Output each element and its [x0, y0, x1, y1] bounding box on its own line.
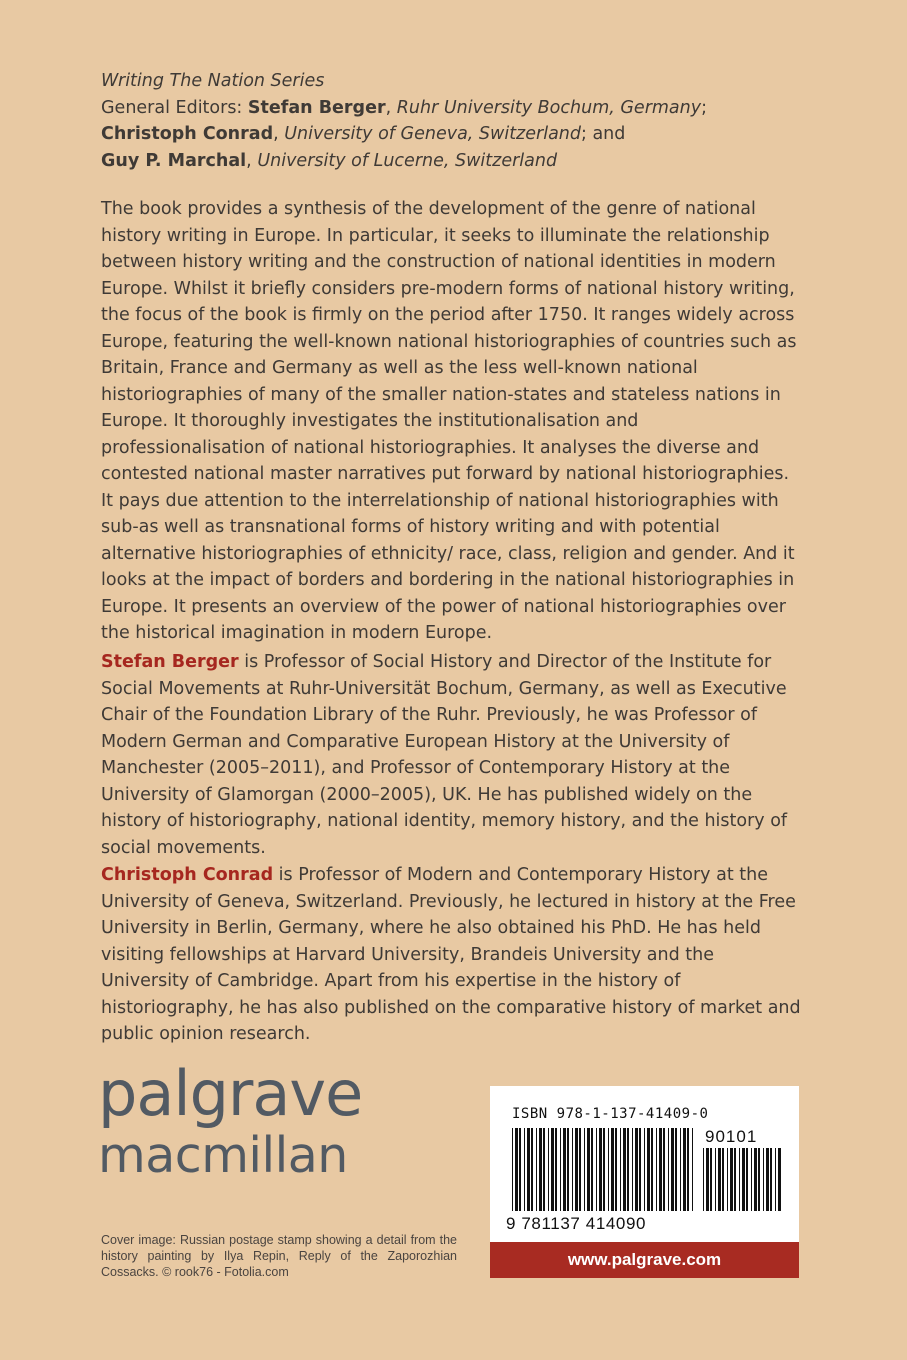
barcode-bar	[591, 1128, 593, 1211]
author-bio-berger-text: is Professor of Social History and Director of the Institute for Social Movements at Ruhr-Universität Bochum, Germany, as well as Executive Chair of the Foundation Library of the Ruhr. Previously, he was Professor of Modern German and Comparative European History at the University of Manchester (2005–2011), and Professor of Contemporary History at the University of Glamorgan (2000–2005), UK. He has published widely on the history of historiography, national identity, memory history, and the history of social movements.	[101, 652, 788, 858]
barcode-bar	[515, 1128, 518, 1211]
barcode-bar	[730, 1148, 733, 1211]
barcode-bar	[579, 1128, 581, 1211]
barcode-bar	[563, 1128, 566, 1211]
barcode-bar	[659, 1128, 662, 1211]
author-name-berger: Stefan Berger	[101, 652, 239, 672]
editor-affiliation-conrad: University of Geneva, Switzerland	[284, 124, 581, 144]
barcode-bar	[754, 1148, 757, 1211]
barcode-bar	[548, 1128, 549, 1211]
barcode-bar	[531, 1128, 533, 1211]
barcode-bar	[778, 1148, 781, 1211]
barcode-bar	[536, 1128, 537, 1211]
series-title: Writing The Nation Series	[101, 71, 325, 91]
barcode-bar	[608, 1128, 609, 1211]
barcode-bar	[722, 1148, 724, 1211]
author-bio-conrad-text: is Professor of Modern and Contemporary History at the University of Geneva, Switzerland. Previously, he lectured in history at the Free University in Berlin, Germany, where he also obtained his PhD. He has held visiting fellowships at Harvard University, Brandeis University and the University of Cambridge. Apart from his expertise in the history of historiography, he has also published on the comparative history of market and public opinion research.	[101, 865, 801, 1044]
barcode-bar	[727, 1148, 728, 1211]
separator: ; and	[581, 124, 626, 144]
book-synopsis: The book provides a synthesis of the development of the genre of national history writing in Europe. In particular, it seeks to illuminate the relationship between history writing and the construction of national identities in modern Europe. Whilst it briefly considers pre-modern forms of national history writing, the focus of the book is firmly on the period after 1750. It ranges widely across Europe, featuring the well-known national historiographies of countries such as Britain, France and Germany as well as the less well-known national historiographies of many of the smaller nation-states and stateless nations in Europe. It thoroughly investigates the institutionalisation and professionalisation of national historiographies. It analyses the diverse and contested national master narratives put forward by national historiographies. It pays due attention to the interrelationship of national historiographies with sub-as well as transnational forms of history writing and with potential alternative historiographies of ethnicity/ race, class, religion and gender. And it looks at the impact of borders and bordering in the national historiographies in Europe. It presents an overview of the power of national historiographies over the historical imagination in modern Europe.	[101, 199, 797, 643]
barcode-bar	[587, 1128, 590, 1211]
barcode-bar	[746, 1148, 748, 1211]
barcode-bar	[671, 1128, 674, 1211]
barcode-bar	[775, 1148, 776, 1211]
barcode-bar	[647, 1128, 650, 1211]
editor-name-marchal: Guy P. Marchal	[101, 150, 247, 171]
barcode-bar	[766, 1148, 769, 1211]
author-bio-conrad	[101, 862, 806, 1048]
barcode-bar	[663, 1128, 665, 1211]
barcode-bar	[635, 1128, 638, 1211]
author-bio-berger	[101, 649, 806, 861]
cover-image-credit: Cover image: Russian postage stamp showing a detail from the history painting by Ilya Repin, Reply of the Zaporozhian Cossacks. © rook76 - Fotolia.com	[101, 1233, 457, 1279]
barcode-bar	[596, 1128, 597, 1211]
barcode-bar	[575, 1128, 578, 1211]
barcode-bar	[710, 1148, 712, 1211]
barcode-panel	[490, 1086, 799, 1278]
editor-name-berger: Stefan Berger	[247, 97, 386, 118]
editors-line-2	[101, 121, 821, 148]
barcode-bar	[599, 1128, 602, 1211]
publisher-logo	[98, 1057, 398, 1184]
barcode-bar	[687, 1128, 689, 1211]
publisher-logo-line2: macmillan	[98, 1127, 348, 1184]
barcode-digits: 9 781137 414090	[506, 1214, 647, 1233]
barcode-bar	[572, 1128, 573, 1211]
barcode-bar	[683, 1128, 686, 1211]
barcode-bar	[623, 1128, 626, 1211]
barcode-bar	[551, 1128, 554, 1211]
barcode-bar	[656, 1128, 657, 1211]
isbn-label: ISBN 978-1-137-41409-0	[512, 1106, 709, 1122]
barcode-bar	[524, 1128, 525, 1211]
editors-line-3	[101, 148, 821, 175]
editors-line-1	[101, 95, 821, 122]
barcode-bar	[675, 1128, 677, 1211]
barcode-bar	[543, 1128, 545, 1211]
publisher-url[interactable]: www.palgrave.com	[490, 1242, 799, 1278]
separator: ,	[273, 124, 285, 144]
barcode-bar	[639, 1128, 641, 1211]
barcode-bar	[560, 1128, 561, 1211]
series-editors-block	[101, 68, 821, 174]
barcode-bar	[703, 1148, 704, 1211]
barcode-bar	[611, 1128, 614, 1211]
barcode-bar	[603, 1128, 605, 1211]
barcode-bar	[615, 1128, 617, 1211]
barcode-bar	[567, 1128, 569, 1211]
barcode-bar	[527, 1128, 530, 1211]
barcode-bar	[627, 1128, 629, 1211]
barcode-bar	[739, 1148, 740, 1211]
barcode-bar	[770, 1148, 772, 1211]
barcode-bar	[644, 1128, 645, 1211]
barcode-bar	[555, 1128, 557, 1211]
barcode-bar	[680, 1128, 681, 1211]
barcode-bar	[758, 1148, 760, 1211]
barcode-bar	[715, 1148, 716, 1211]
separator: ,	[246, 150, 258, 171]
editor-affiliation-marchal: University of Lucerne, Switzerland	[257, 150, 558, 171]
barcode-bar	[718, 1148, 721, 1211]
author-name-conrad: Christoph Conrad	[101, 865, 274, 885]
separator: ;	[701, 97, 708, 118]
barcode-bar	[751, 1148, 752, 1211]
barcode-bar	[584, 1128, 585, 1211]
separator: ,	[385, 97, 397, 118]
barcode-bar	[742, 1148, 745, 1211]
barcode-bar	[692, 1128, 693, 1211]
barcode-bar	[706, 1148, 709, 1211]
barcode-bar	[668, 1128, 669, 1211]
barcode-bar	[512, 1128, 513, 1211]
barcode-bar	[651, 1128, 653, 1211]
barcode-bar	[763, 1148, 764, 1211]
publisher-logo-line1: palgrave	[98, 1057, 363, 1130]
barcode-bar	[632, 1128, 633, 1211]
barcode-bar	[519, 1128, 521, 1211]
editor-affiliation-berger: Ruhr University Bochum, Germany	[396, 97, 702, 118]
barcode-bar	[539, 1128, 542, 1211]
barcode-bar	[620, 1128, 621, 1211]
editor-name-conrad: Christoph Conrad	[101, 124, 274, 144]
price-code: 90101	[705, 1127, 758, 1146]
barcode-bar	[734, 1148, 736, 1211]
editors-label: General Editors:	[101, 97, 248, 118]
